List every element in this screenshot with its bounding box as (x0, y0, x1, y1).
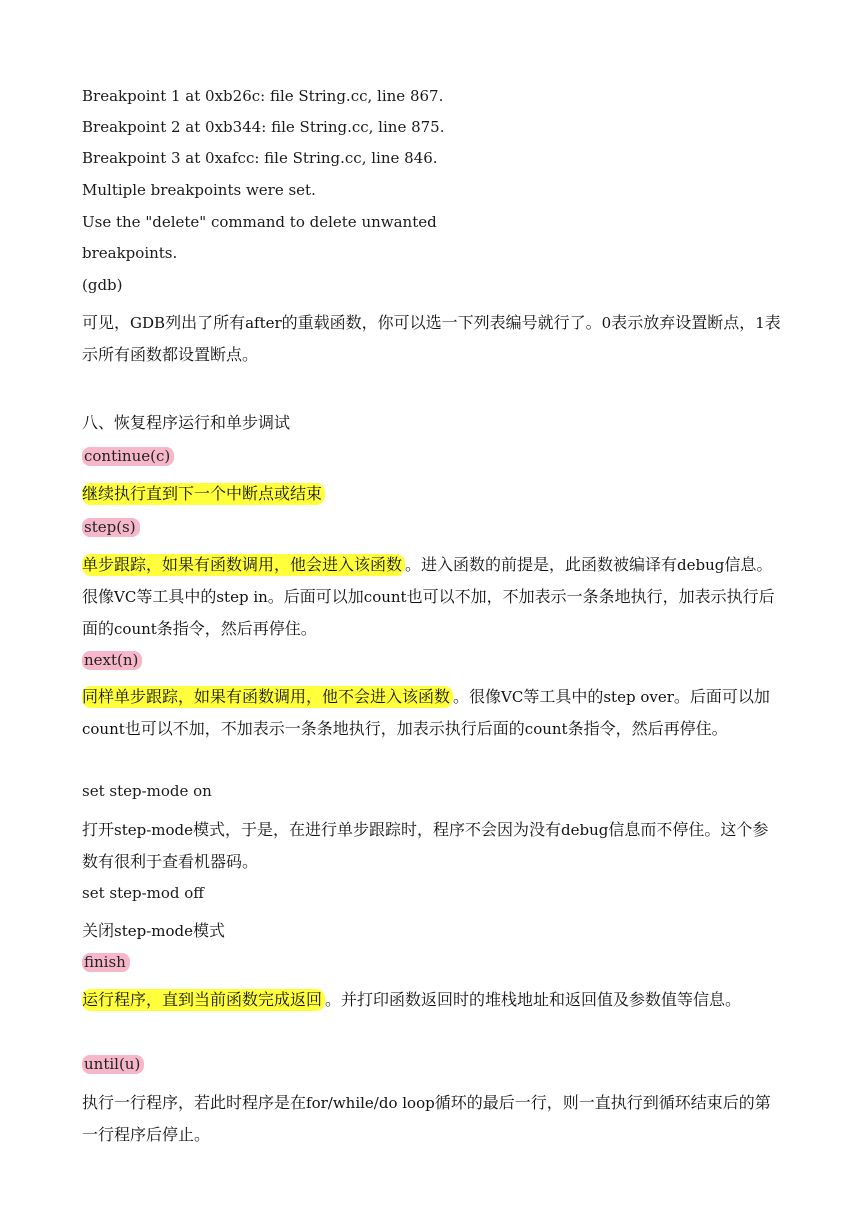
command-finish (82, 952, 130, 972)
command-until (82, 1054, 144, 1074)
highlight-text: 同样单步跟踪，如果有函数调用，他不会进入该函数 (82, 686, 453, 708)
text: 可见， (82, 313, 131, 332)
text: 模式 (193, 921, 226, 940)
text: 打开 (82, 820, 115, 839)
highlight-text: 继续执行直到下一个中断点或结束 (82, 483, 325, 505)
step-mode-on-description (82, 814, 782, 877)
text: 。后面可以加 (267, 587, 364, 606)
command-step (82, 517, 140, 537)
text: VC (114, 588, 137, 606)
text: 信息。很像 (82, 555, 773, 606)
set-step-mode-on-command: set step-mode on (82, 782, 212, 800)
text: count (82, 720, 125, 738)
until-description (82, 1087, 782, 1150)
text: VC (501, 688, 524, 706)
command-label: next(n) (82, 651, 142, 670)
code-line: breakpoints. (82, 244, 178, 262)
text: 等工具中的 (136, 587, 217, 606)
text: 条指令，然后再停住。 (567, 719, 728, 738)
text: GDB (130, 314, 166, 332)
text: step over (603, 688, 674, 706)
text: 执行一行程序，若此时程序是在 (82, 1093, 307, 1112)
text: for/while/do loop (306, 1094, 435, 1112)
code-line: Breakpoint 2 at 0xb344: file String.cc, line 875. (82, 118, 445, 136)
text: step in (216, 588, 268, 606)
command-label: continue(c) (82, 447, 174, 466)
set-step-mod-off-command: set step-mod off (82, 884, 204, 902)
text: 1 (755, 314, 765, 332)
text: 。进入函数的前提是，此函数被编译有 (405, 555, 678, 574)
text: 。很像 (453, 687, 502, 706)
highlight-text: 单步跟踪，如果有函数调用，他会进入该函数 (82, 554, 405, 576)
text: 表示放弃设置断点， (611, 313, 756, 332)
text: debug (561, 821, 609, 839)
next-description (82, 681, 782, 745)
text: 也可以不加，不加表示一条条地执行，加表示执行后面的 (82, 587, 775, 638)
text: 列出了所有 (165, 313, 246, 332)
command-label: finish (82, 953, 130, 972)
text: 表示所有函数都设置断点。 (82, 313, 781, 364)
text: count (363, 588, 407, 606)
code-line: Breakpoint 1 at 0xb26c: file String.cc, line 867. (82, 87, 444, 105)
command-next (82, 650, 142, 670)
command-label: step(s) (82, 518, 140, 537)
code-line: (gdb) (82, 276, 123, 294)
text: debug (677, 556, 725, 574)
text: step-mode (114, 922, 194, 940)
command-label: until(u) (82, 1055, 144, 1074)
step-mode-off-description (82, 915, 782, 947)
text: 信息而不停住。这个参数有很利于查看机器码。 (82, 820, 769, 871)
text: 。并打印函数返回时的堆栈地址和返回值及参数值等信息。 (325, 990, 742, 1009)
text: step-mode (114, 821, 194, 839)
text: 0 (601, 314, 612, 332)
code-line: Use the "delete" command to delete unwanted (82, 213, 437, 231)
section-title: 八、恢复程序运行和单步调试 (82, 413, 291, 432)
intro-paragraph (82, 307, 782, 370)
code-line: Multiple breakpoints were set. (82, 181, 316, 199)
text: 等工具中的 (523, 687, 604, 706)
highlight-text: 运行程序，直到当前函数完成返回 (82, 989, 325, 1011)
text: 条指令，然后再停住。 (156, 619, 317, 638)
step-description (82, 549, 782, 645)
continue-description (82, 478, 782, 509)
text: after (245, 314, 282, 332)
text: count (524, 720, 568, 738)
text: 也可以不加，不加表示一条条地执行，加表示执行后面的 (124, 719, 525, 738)
text: 的重载函数，你可以选一下列表编号就行了。 (281, 313, 602, 332)
command-continue (82, 446, 174, 466)
finish-description (82, 984, 782, 1015)
text: 循环的最后一行，则一直执行到循环结束后的第一行程序后停止。 (82, 1093, 771, 1144)
text: count (114, 620, 157, 638)
text: 模式，于是，在进行单步跟踪时，程序不会因为没有 (193, 820, 562, 839)
text: 。后面可以加 (673, 687, 770, 706)
text: 关闭 (82, 921, 115, 940)
code-line: Breakpoint 3 at 0xafcc: file String.cc, line 846. (82, 149, 438, 167)
